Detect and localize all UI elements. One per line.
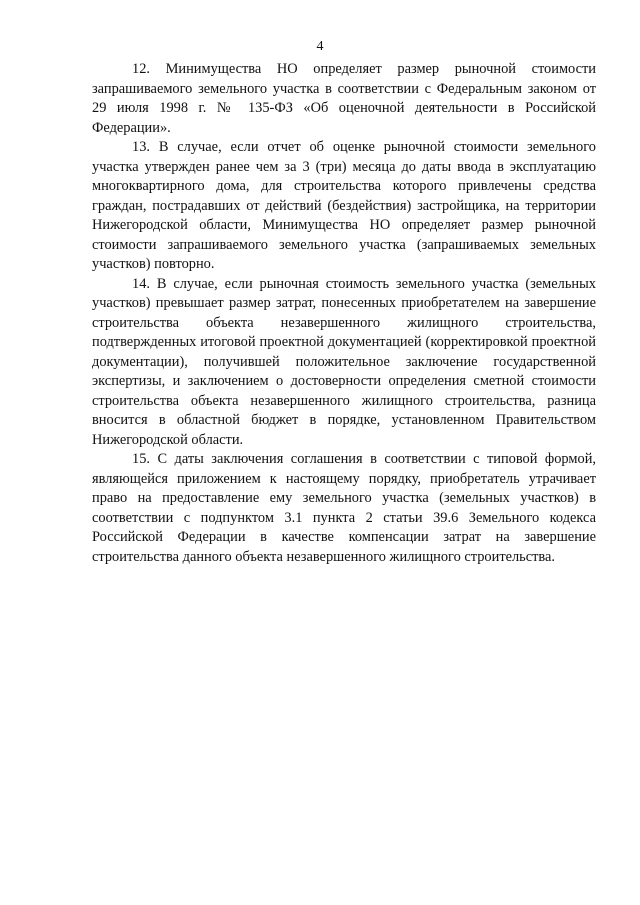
paragraph-13: 13. В случае, если отчет об оценке рыночной стоимости земельного участка утвержден ранее чем за 3 (три) месяца до даты ввода в эксплуатацию многоквартирного дома, для строительства которого привлечены средства граждан, пострадавших от действий (бездействия) застройщика, на территории Нижегородской области, Минимущества НО определяет размер рыночной стоимости запрашиваемого земельного участка (запрашиваемых земельных участков) повторно. (92, 139, 596, 272)
paragraph-14: 14. В случае, если рыночная стоимость земельного участка (земельных участков) превышает размер затрат, понесенных приобретателем на завершение строительства объекта незавершенного жилищного строительства, подтвержденных итоговой проектной документацией (корректировкой проектной документации), получившей положительное заключение государственной экспертизы, и заключением о достоверности определения сметной стоимости строительства объекта незавершенного жилищного строительства, разница вносится в областной бюджет в порядке, установленном Правительством Нижегородской области. (92, 275, 596, 448)
page-number: 4 (316, 39, 324, 54)
paragraph-15: 15. С даты заключения соглашения в соответствии с типовой формой, являющейся приложением к настоящему порядку, приобретатель утрачивает право на предоставление ему земельного участка (земельных участков) в соответствии с подпунктом 3.1 пункта 2 статьи 39.6 Земельного кодекса Российской Федерации в качестве компенсации затрат на завершение строительства данного объекта незавершенного жилищного строительства. (92, 451, 596, 565)
paragraph-12: 12. Минимущества НО определяет размер рыночной стоимости запрашиваемого земельного участка в соответствии с Федеральным законом от 29 июля 1998 г. № 135-ФЗ «Об оценочной деятельности в Российской Федерации». (92, 61, 596, 136)
document-body (92, 60, 596, 567)
